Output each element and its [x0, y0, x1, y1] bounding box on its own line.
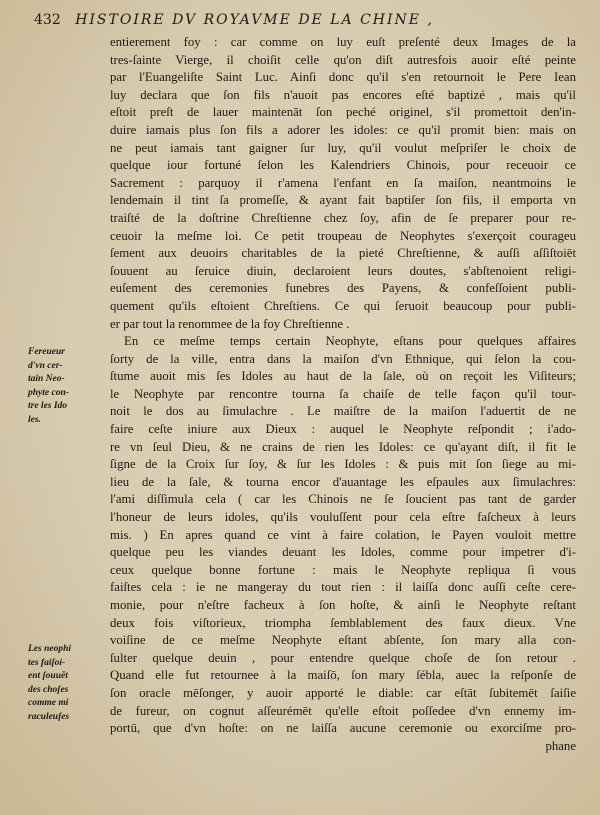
body-text: [110, 34, 576, 755]
text-line: ſouuent au ſeruice diuin, declaroient leurs doutes, s'abſtenoient religi-: [110, 263, 576, 278]
text-line: ſement aux deuoirs charitables de la pieté Chreſtienne, & auſſi aſſiſtoiēt: [110, 246, 576, 261]
marginal-line: ent ſouuēt: [28, 671, 68, 682]
text-line: ceuoir la meſme loi. Ce petit troupeau de Neophytes s'exerçoit courageu: [110, 228, 576, 243]
text-line: traiſté de la doſtrine Chreſtienne chez ſoy, afin de ſe preparer pour re-: [110, 210, 576, 225]
text-line: ſorty de la ville, entra dans la maiſon d'vn Ethnique, qui ſelon la cou-: [110, 351, 576, 366]
marginal-line: raculeuſes: [28, 711, 70, 722]
page-number: 432: [34, 12, 61, 28]
text-line: re vn ſeul Dieu, & ne crains de rien les Idoles: ce qu'ayant diſt, il fit le: [110, 439, 576, 454]
marginal-line: phyte con-: [28, 387, 69, 398]
marginal-line: d'vn cer-: [28, 360, 63, 371]
text-line: er par tout la renommee de la foy Chreſtienne .: [110, 316, 350, 331]
text-line: quement qu'ils eſtoient Chreſtiens. Ce qui ſeruoit beaucoup pour publi-: [110, 298, 576, 313]
text-line: quelque iour fortuné ſelon les Kalendriers Chinois, pour receuoir ce: [110, 158, 576, 173]
text-line: ſulter quelque deuin , pour entendre quelque choſe de ſon retour .: [110, 650, 576, 665]
text-line: l'honeur de leurs idoles, qu'ils vouluſſent pour cela eſtre faſcheux à leurs: [110, 510, 576, 525]
text-line: l'ami diſſimula cela ( car les Chinois ne ſe ſoucient pas tant de garder: [110, 492, 576, 507]
text-line: voiſine de ce meſme Neophyte eſtant abſente, ſon mary alla con-: [110, 633, 576, 648]
marginal-line: les.: [28, 414, 41, 425]
marginal-line: tes faiſoi-: [28, 657, 66, 668]
text-line: entierement foy : car comme on luy euſt preſenté deux Images de la: [110, 35, 576, 49]
text-line: phane: [545, 738, 576, 753]
text-line: deux fois viſtorieux, triompha ſemblablement des faux dieux. Vne: [110, 615, 576, 630]
text-line: par l'Euangeliſte Saint Luc. Ainſi donc qu'il s'en retournoit le Pere Iean: [110, 70, 576, 85]
text-line: tres-ſainte Vierge, il choiſit celle qu'on diſt autresfois auoir eſté peinte: [110, 52, 576, 67]
marginal-line: des choſes: [28, 684, 69, 695]
text-line: ceux quelque bonne fortune : mais le Neophyte repliqua ſi vous: [110, 562, 576, 577]
marginal-line: comme mi: [28, 698, 69, 709]
running-title: HISTOIRE DV ROYAVME DE LA CHINE ,: [75, 12, 434, 28]
text-line: Sacrement : parquoy il r'amena l'enfant en ſa maiſon, neantmoins le: [110, 175, 576, 190]
text-line: ſigne de la Croix ſur ſoy, & ſur les Idoles : & puis mit ſon ſiege au mi-: [110, 457, 576, 472]
marginal-line: tre les Ido: [28, 401, 68, 412]
text-line: lieu de la ſale, & tourna encor d'auantage les eſpaules aux ſimulachres:: [110, 474, 576, 489]
marginal-line: Fereueur: [28, 347, 65, 357]
text-line: de fureur, on cognut aſſeurémēt qu'elle eſtoit poſſedee d'vn ennemy im-: [110, 703, 576, 718]
text-line: ſon oracle mēſonger, y auoir apporté le diable: car eſtāt ſubitemēt ſaiſie: [110, 685, 576, 700]
text-line: mis. ) En apres quand ce vint à faire colation, le Payen vouloit mettre: [110, 527, 576, 542]
page-header: [34, 12, 574, 34]
text-line: eſtoit preſt de lauer maintenāt ſon peché originel, s'il promettoit den'in-: [110, 105, 576, 120]
text-line: faire ceſte iniure aux Dieux : auquel le Neophyte reſpondit ; i'ado-: [110, 422, 576, 437]
text-line: Quand elle fut retournee à la maiſō, ſon mary ſébla, auec la reſponſe de: [110, 668, 576, 683]
text-line: faiſtes cela : ie ne mangeray du tout rien : il laiſſa donc auſſi ceſte cere-: [110, 580, 576, 595]
text-line: luy declara que ſon fils n'auoit pas encores eſté baptizé , mais qu'il: [110, 87, 576, 102]
text-line: ne peut iamais tant gaigner ſur luy, qu'il voulut meſpriſer le choix de: [110, 140, 576, 155]
text-line: le Neophyte par rencontre tourna ſa chaiſe de telle façon qu'il tour-: [110, 386, 576, 401]
marginal-line: tain Neo-: [28, 374, 65, 385]
text-line: duire iamais plus ſon fils a adorer les idoles: ce qu'il promit bien: mais on: [110, 122, 576, 137]
text-line: quelque peu les viandes deuant les Idoles, comme pour impetrer d'i-: [110, 545, 576, 560]
text-line: euſement des ceremonies funebres des Payens, & confeſſoient publi-: [110, 281, 576, 296]
text-line: lendemain il tint ſa promeſſe, & ayant fait baptiſer ſon fils, il emporta vn: [110, 193, 576, 208]
text-line: monie, pour n'eſtre facheux à ſon hoſte, & ainſi le Neophyte reſtant: [110, 598, 576, 612]
marginal-note-miracles: [28, 643, 71, 725]
marginal-line: Les neophi: [28, 644, 72, 654]
text-line: En ce meſme temps certain Neophyte, eſtans pour quelques affaires: [124, 334, 576, 349]
text-line: ſtume auoit mis ſes Idoles au haut de la ſale, où on reçoit les Viſiteurs;: [110, 369, 576, 384]
text-line: portū, que d'vn hoſte: on ne laiſſa aucune ceremonie ou exorciſme pro-: [110, 721, 576, 736]
text-line: noit le dos au ſimulachre . Le maiſtre de la maiſon l'aduertit de ne: [110, 404, 576, 419]
marginal-note-neophyte-fervor: [28, 346, 69, 428]
